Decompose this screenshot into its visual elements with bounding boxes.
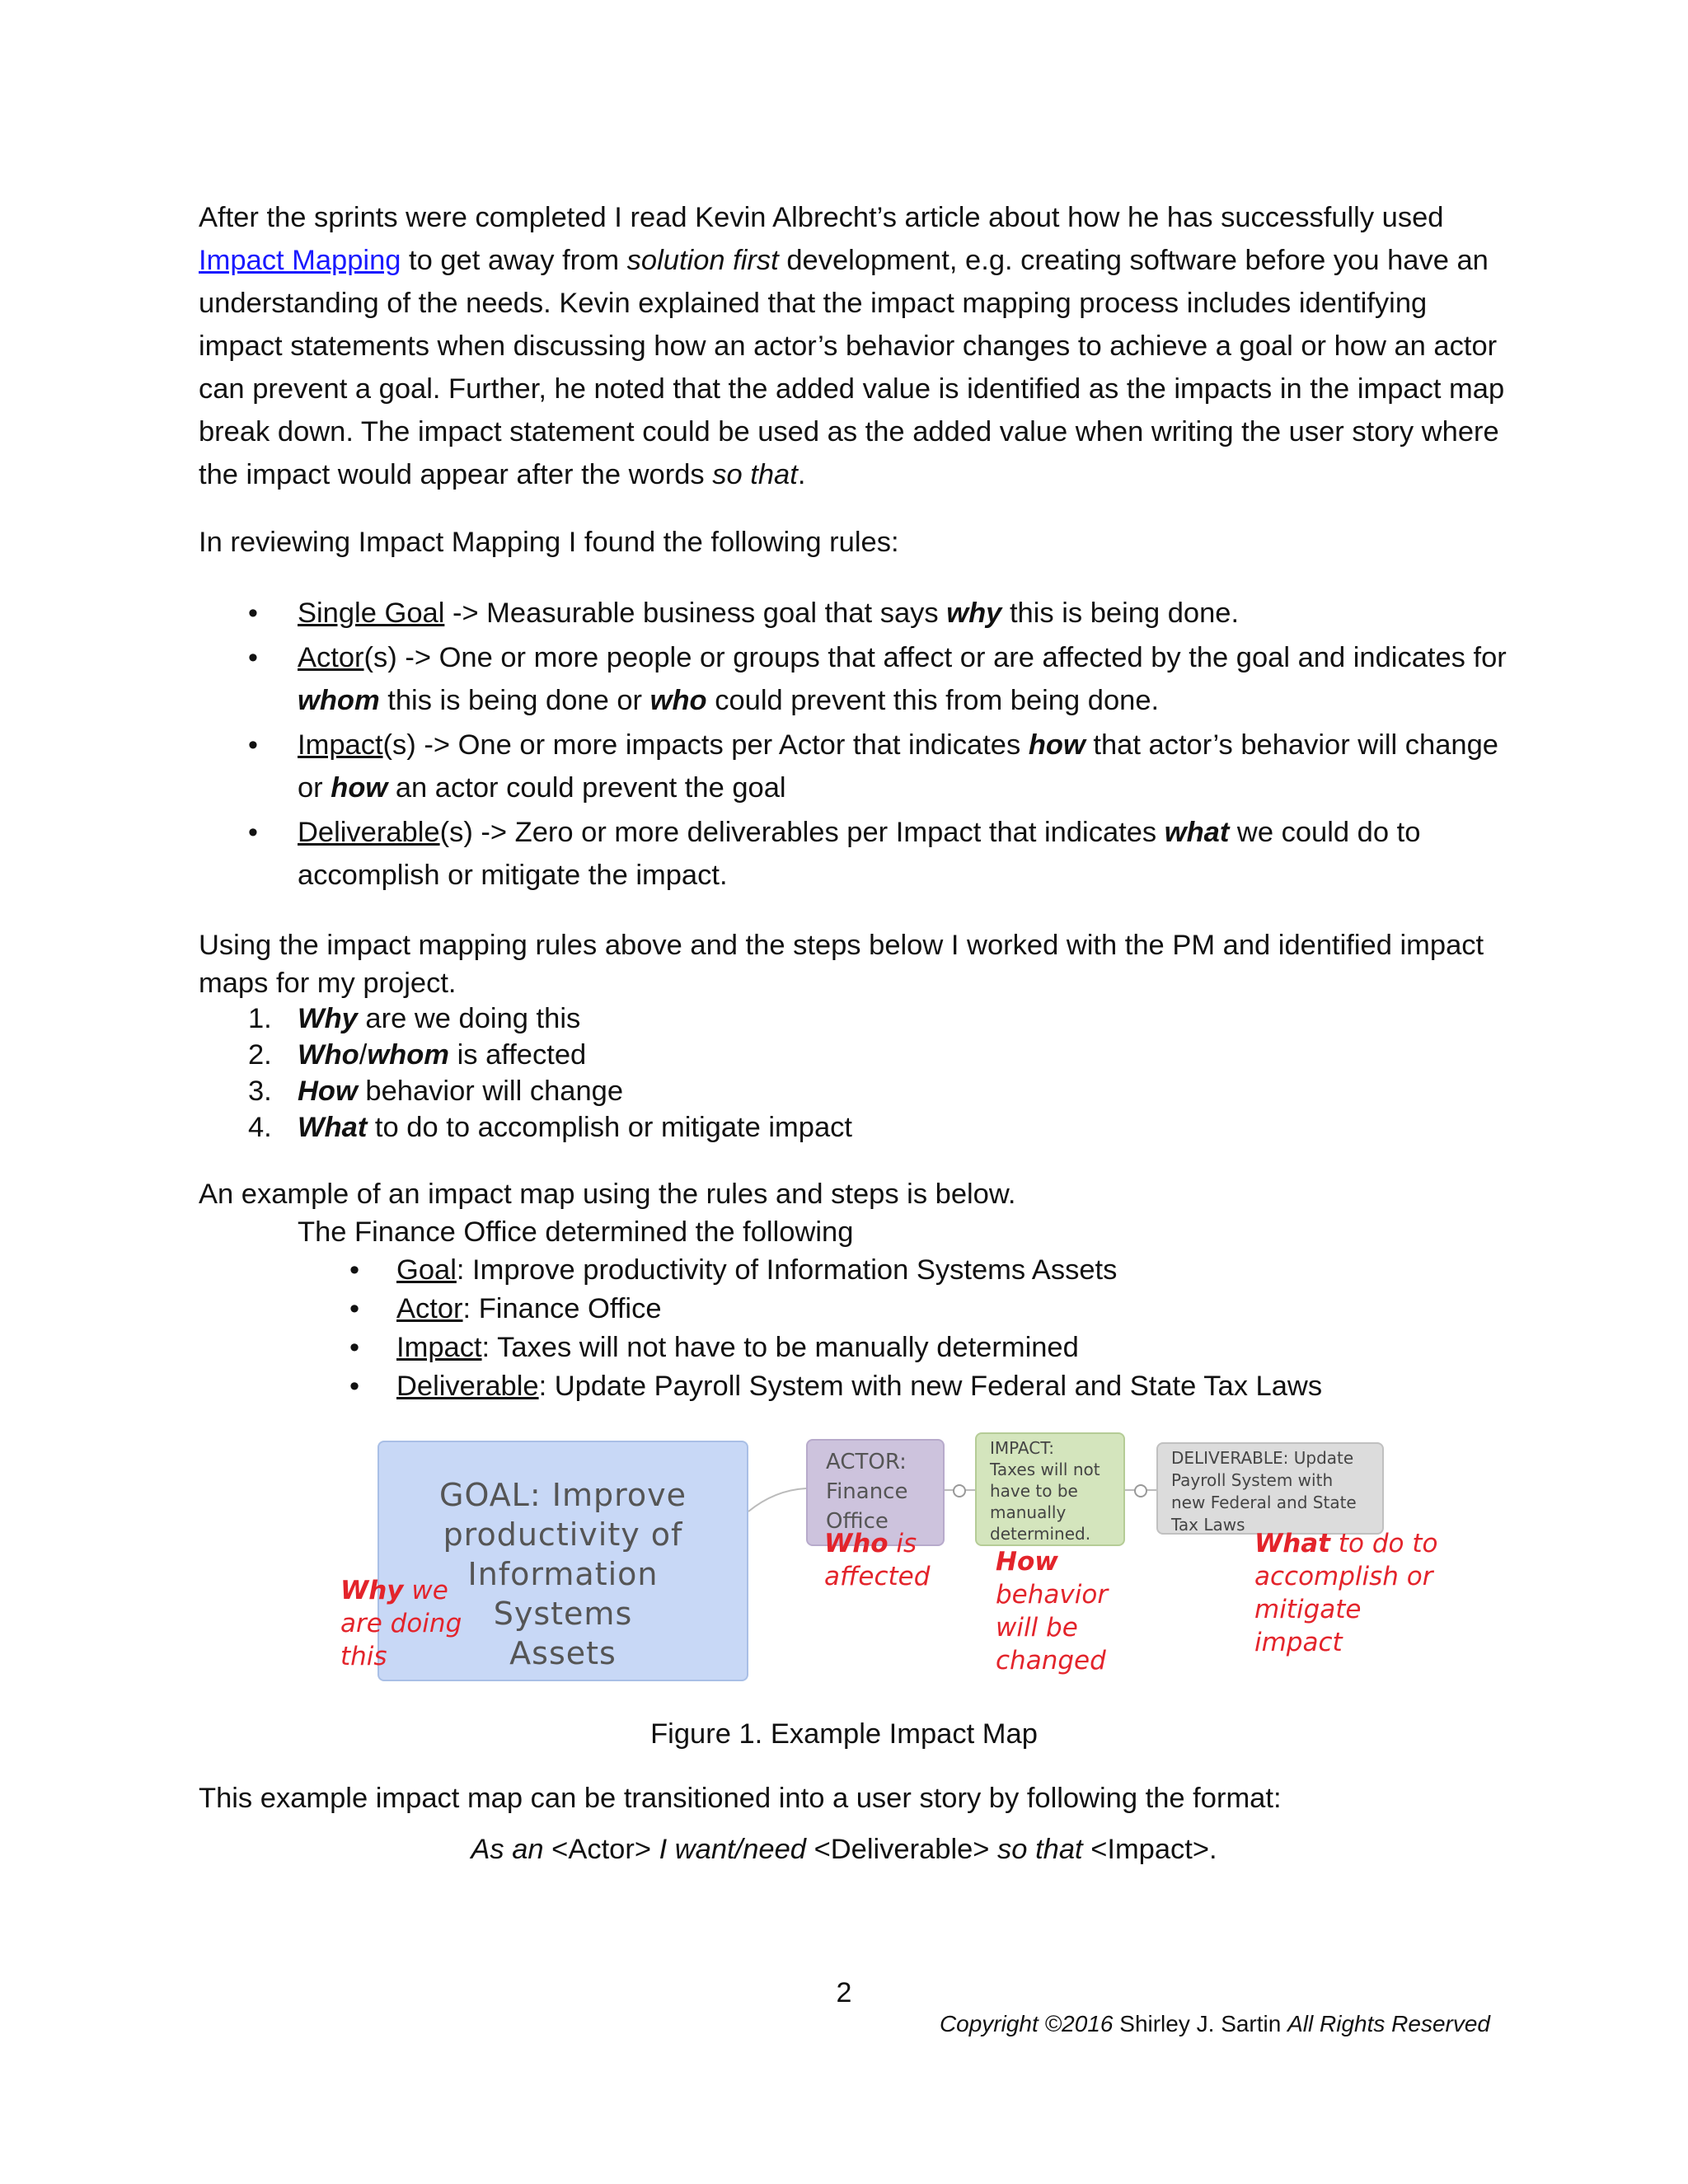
rule-term: Single Goal [298,598,445,629]
intro-text: After the sprints were completed I read Kevin Albrecht’s article about how he has successfully used [199,202,1444,233]
step-keyword: How [298,1076,358,1107]
why-keyword: Why [340,1576,404,1605]
who-annotation [824,1527,930,1593]
story-token: <Impact>. [1082,1834,1217,1865]
annotation-text: mitigate [1254,1595,1362,1624]
deliverable-node-line: DELIVERABLE: Update [1171,1448,1354,1468]
rule-item [199,592,1517,635]
how-annotation [996,1545,1108,1677]
impact-node-line: manually [990,1502,1067,1522]
rule-text: this is being done. [1001,598,1240,629]
intro-paragraph [199,196,1517,496]
step-number: 1. [248,1003,272,1034]
annotation-text: is [896,1529,917,1558]
rule-emphasis: whom [298,685,380,716]
actor-node-line: Finance [826,1479,908,1504]
impact-node-line: Taxes will not [990,1460,1100,1479]
annotation-text: affected [824,1562,931,1591]
who-keyword: Who [824,1529,889,1558]
story-token: <Actor> [543,1834,659,1865]
actor-node-line: ACTOR: [826,1450,907,1474]
annotation-text: behavior [996,1580,1109,1610]
goal-node-line: Information [467,1556,659,1592]
rule-term: Impact [298,729,383,761]
deliverable-node-line: Tax Laws [1171,1515,1245,1535]
annotation-text: will be [996,1613,1078,1643]
example-list [199,1251,1517,1406]
step-keyword: Who [298,1039,359,1071]
step-item [199,1001,1517,1037]
connector-node [1134,1484,1147,1497]
intro-text: . [797,459,806,490]
annotation-text: accomplish or [1254,1562,1433,1591]
rule-emphasis: what [1164,817,1230,848]
steps-intro: Using the impact mapping rules above and the steps below I worked with the PM and identified impact maps for my project. [199,930,1484,999]
intro-text: development, e.g. creating software before you have an understanding of the needs. Kevin explained that the impact mapping process includes identifying impact statements when discussing how an actor’s behavior changes to achieve a goal or how an actor can prevent a goal. Further, he noted that the added value is identified as the impacts in the impact map break down. The impact statement could be used as the added value when writing the user story where the impact would appear after the words [199,245,1505,490]
rule-text: could prevent this from being done. [706,685,1160,716]
example-value: : Finance Office [462,1293,662,1324]
impact-node-line: have to be [990,1481,1078,1501]
rule-text: -> Measurable business goal that says [444,598,947,629]
step-keyword: whom [367,1039,449,1071]
step-text: are we doing this [357,1003,581,1034]
step-text: behavior will change [357,1076,624,1107]
intro-text: to get away from [401,245,627,276]
annotation-text: changed [996,1646,1106,1675]
example-label: Goal [396,1254,457,1286]
intro-italic: so that [712,459,798,490]
story-intro: This example impact map can be transitioned into a user story by following the format: [199,1783,1282,1814]
rule-text: we could do to accomplish or mitigate the impact. [298,817,1421,891]
what-keyword: What [1254,1529,1331,1558]
step-keyword: What [298,1112,368,1143]
copyright-italic: All Rights Reserved [1287,2011,1490,2036]
rule-item [199,724,1517,809]
impact-node-line: determined. [990,1524,1091,1544]
connector-node [953,1484,966,1497]
step-number: 2. [248,1039,272,1071]
rule-emphasis: how [331,772,388,804]
deliverable-node [1156,1442,1384,1535]
rule-item [199,636,1517,722]
step-item [199,1109,1517,1146]
impact-node-line: IMPACT: [990,1438,1054,1458]
what-annotation [1254,1527,1437,1659]
annotation-text: we [411,1576,448,1605]
story-token: <Deliverable> [805,1834,998,1865]
rule-text: (s) -> Zero or more deliverables per Impact that indicates [439,817,1165,848]
annotation-text: impact [1254,1628,1343,1657]
rule-emphasis: why [946,598,1002,629]
impact-map-diagram [330,1432,1467,1690]
intro-italic: solution first [626,245,779,276]
rule-item [199,811,1517,897]
why-annotation [340,1574,462,1673]
example-value: : Update Payroll System with new Federal and State Tax Laws [538,1371,1323,1402]
figure-caption: Figure 1. Example Impact Map [650,1718,1038,1750]
step-text: / [359,1039,368,1071]
step-item [199,1073,1517,1109]
example-label: Impact [396,1332,482,1363]
story-italic: so that [997,1834,1083,1865]
rule-text: an actor could prevent the goal [387,772,786,804]
example-intro: An example of an impact map using the rules and steps is below. [199,1179,1016,1210]
copyright-name: Shirley J. Sartin [1113,2011,1288,2036]
rule-text: that actor’s behavior will change or [298,729,1498,804]
rules-list [199,592,1517,898]
example-item [199,1251,1517,1290]
copyright-italic: Copyright ©2016 [939,2011,1114,2036]
goal-node-line: GOAL: Improve [439,1477,687,1513]
rule-emphasis: how [1028,729,1085,761]
story-italic: I want/need [659,1834,806,1865]
example-label: Deliverable [396,1371,539,1402]
goal-node-line: productivity of [443,1516,683,1553]
user-story-format [0,1828,1688,1871]
step-number: 4. [248,1112,272,1143]
example-item [199,1367,1517,1406]
rule-text: this is being done or [379,685,650,716]
rule-term: Actor [298,642,364,673]
step-text: to do to accomplish or mitigate impact [367,1112,853,1143]
step-item [199,1037,1517,1073]
goal-node-line: Assets [509,1635,617,1671]
deliverable-node-line: Payroll System with [1171,1470,1334,1490]
example-label: Actor [396,1293,463,1324]
rule-text: (s) -> One or more impacts per Actor that indicates [382,729,1029,761]
impact-mapping-link[interactable]: Impact Mapping [199,245,401,276]
steps-list [199,1001,1517,1146]
annotation-text: to do to [1338,1529,1438,1558]
step-text: is affected [448,1039,587,1071]
annotation-text: are doing [340,1609,462,1638]
how-keyword: How [996,1547,1058,1577]
step-number: 3. [248,1076,272,1107]
rule-text: (s) -> One or more people or groups that affect or are affected by the goal and indicates for [363,642,1507,673]
example-item [199,1290,1517,1329]
story-italic: As an [471,1834,544,1865]
step-keyword: Why [298,1003,358,1034]
actor-node-line: Office [826,1509,889,1534]
rule-emphasis: who [649,685,707,716]
example-value: : Taxes will not have to be manually determined [481,1332,1079,1363]
rules-intro: In reviewing Impact Mapping I found the following rules: [199,527,899,558]
page-number: 2 [836,1977,852,2008]
impact-node [975,1432,1125,1546]
copyright-notice [940,2008,1490,2041]
example-sub: The Finance Office determined the following [298,1216,854,1248]
example-item [199,1329,1517,1367]
deliverable-node-line: new Federal and State [1171,1493,1357,1512]
annotation-text: this [340,1642,387,1671]
goal-node-line: Systems [493,1596,633,1632]
goal-actor-connector [748,1488,806,1511]
rule-term: Deliverable [298,817,440,848]
example-value: : Improve productivity of Information Systems Assets [456,1254,1118,1286]
